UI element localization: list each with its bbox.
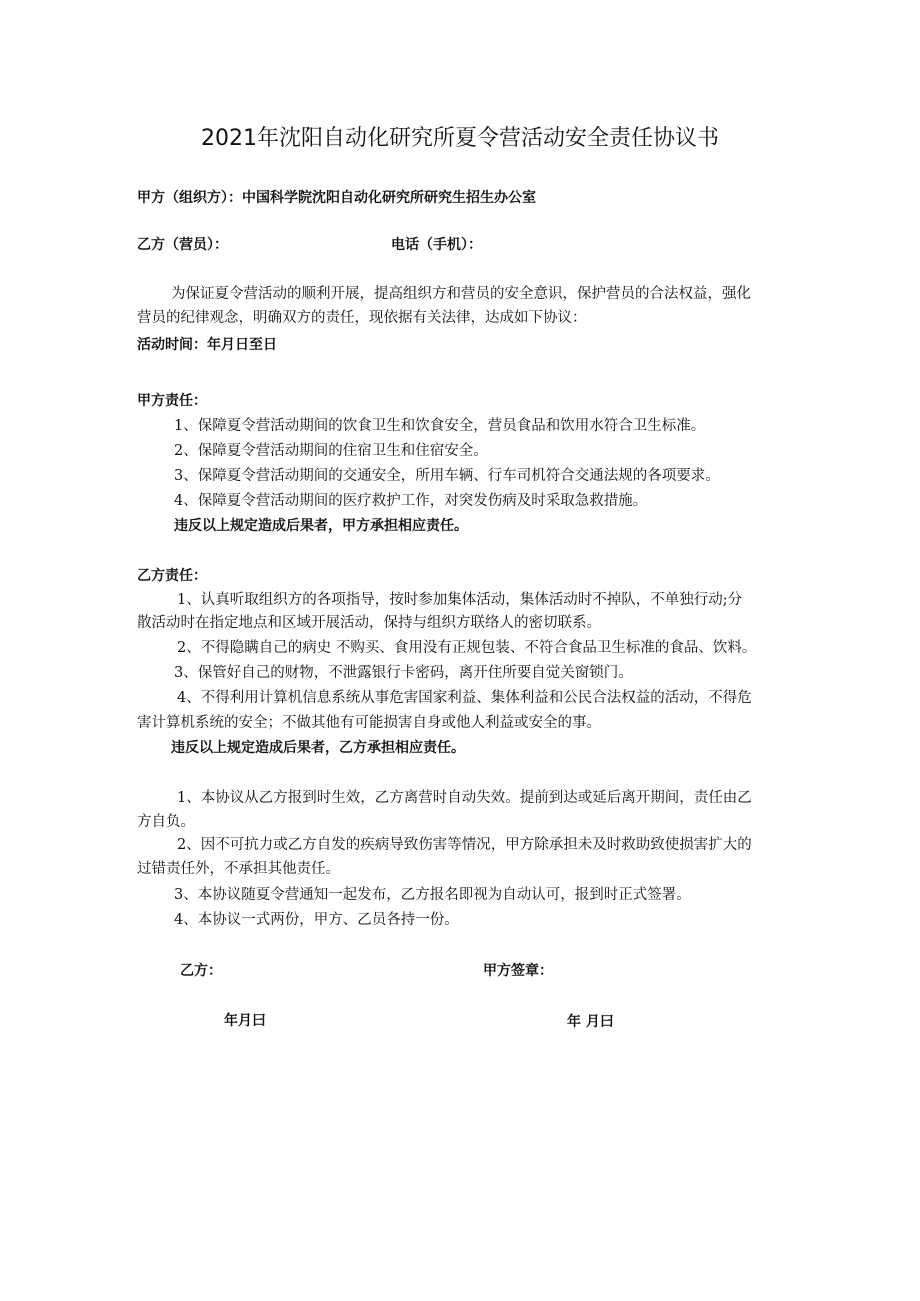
party-b-item-4-line2: 害计算机系统的安全；不做其他有可能损害自身或他人利益或安全的事。 bbox=[137, 715, 601, 731]
party-b-label: 乙方（营员）： bbox=[137, 237, 228, 253]
general-item-2-line1: 2、因不可抗力或乙方自发的疾病导致伤害等情况，甲方除承担未及时救助致使损害扩大的 bbox=[177, 837, 752, 853]
general-item-3: 3、本协议随夏令营通知一起发布，乙方报名即视为自动认可，报到时正式签署。 bbox=[174, 887, 691, 903]
party-b-item-1-line2: 散活动时在指定地点和区域开展活动，保持与组织方联络人的密切联系。 bbox=[137, 615, 601, 631]
party-b-item-1-line1: 1、认真听取组织方的各项指导，按时参加集体活动，集体活动时不掉队，不单独行动;分 bbox=[177, 592, 743, 608]
phone-label: 电话（手机）： bbox=[391, 237, 482, 253]
date-right: 年 月曰 bbox=[567, 1014, 614, 1030]
general-item-1-line1: 1、本协议从乙方报到时生效，乙方离营时自动失效。提前到达或延后离开期间，责任由乙 bbox=[177, 790, 752, 806]
activity-time: 活动时间：年月日至日 bbox=[137, 337, 277, 353]
sign-party-a: 甲方签章： bbox=[483, 963, 553, 979]
party-a-item-2: 2、保障夏令营活动期间的住宿卫生和住宿安全。 bbox=[174, 443, 488, 459]
party-b-violation: 违反以上规定造成后果者，乙方承担相应责任。 bbox=[171, 740, 465, 756]
general-item-4: 4、本协议一式两份，甲方、乙员各持一份。 bbox=[174, 912, 459, 928]
date-left: 年月曰 bbox=[224, 1013, 266, 1029]
party-a-line: 甲方（组织方）：中国科学院沈阳自动化研究所研究生招生办公室 bbox=[137, 190, 536, 206]
sign-party-b: 乙方： bbox=[180, 963, 222, 979]
party-b-item-4-line1: 4、不得利用计算机信息系统从事危害国家利益、集体利益和公民合法权益的活动，不得危 bbox=[177, 690, 752, 706]
party-a-violation: 违反以上规定造成后果者，甲方承担相应责任。 bbox=[174, 518, 468, 534]
party-a-item-4: 4、保障夏令营活动期间的医疗救护工作，对突发伤病及时采取急救措施。 bbox=[174, 493, 648, 509]
general-item-1-line2: 方自负。 bbox=[137, 814, 195, 830]
party-b-heading: 乙方责任： bbox=[137, 568, 207, 584]
party-a-item-1: 1、保障夏令营活动期间的饮食卫生和饮食安全，营员食品和饮用水符合卫生标准。 bbox=[174, 418, 706, 434]
party-b-item-3: 3、保管好自己的财物，不泄露银行卡密码，离开住所要自觉关窗锁门。 bbox=[174, 665, 633, 681]
general-item-2-line2: 过错责任外，不承担其他责任。 bbox=[137, 861, 340, 877]
intro-paragraph-line1: 为保证夏令营活动的顺利开展，提高组织方和营员的安全意识，保护营员的合法权益，强化 bbox=[171, 286, 751, 302]
document-title: 2021年沈阳自动化研究所夏令营活动安全责任协议书 bbox=[201, 126, 719, 151]
party-a-item-3: 3、保障夏令营活动期间的交通安全，所用车辆、行车司机符合交通法规的各项要求。 bbox=[174, 468, 720, 484]
intro-paragraph-line2: 营员的纪律观念，明确双方的责任，现依据有关法律，达成如下协议： bbox=[137, 310, 587, 326]
party-a-heading: 甲方责任： bbox=[137, 393, 207, 409]
party-b-item-2: 2、不得隐瞒自己的病史 不购买、食用没有正规包装、不符合食品卫生标准的食品、饮料。 bbox=[177, 640, 757, 656]
